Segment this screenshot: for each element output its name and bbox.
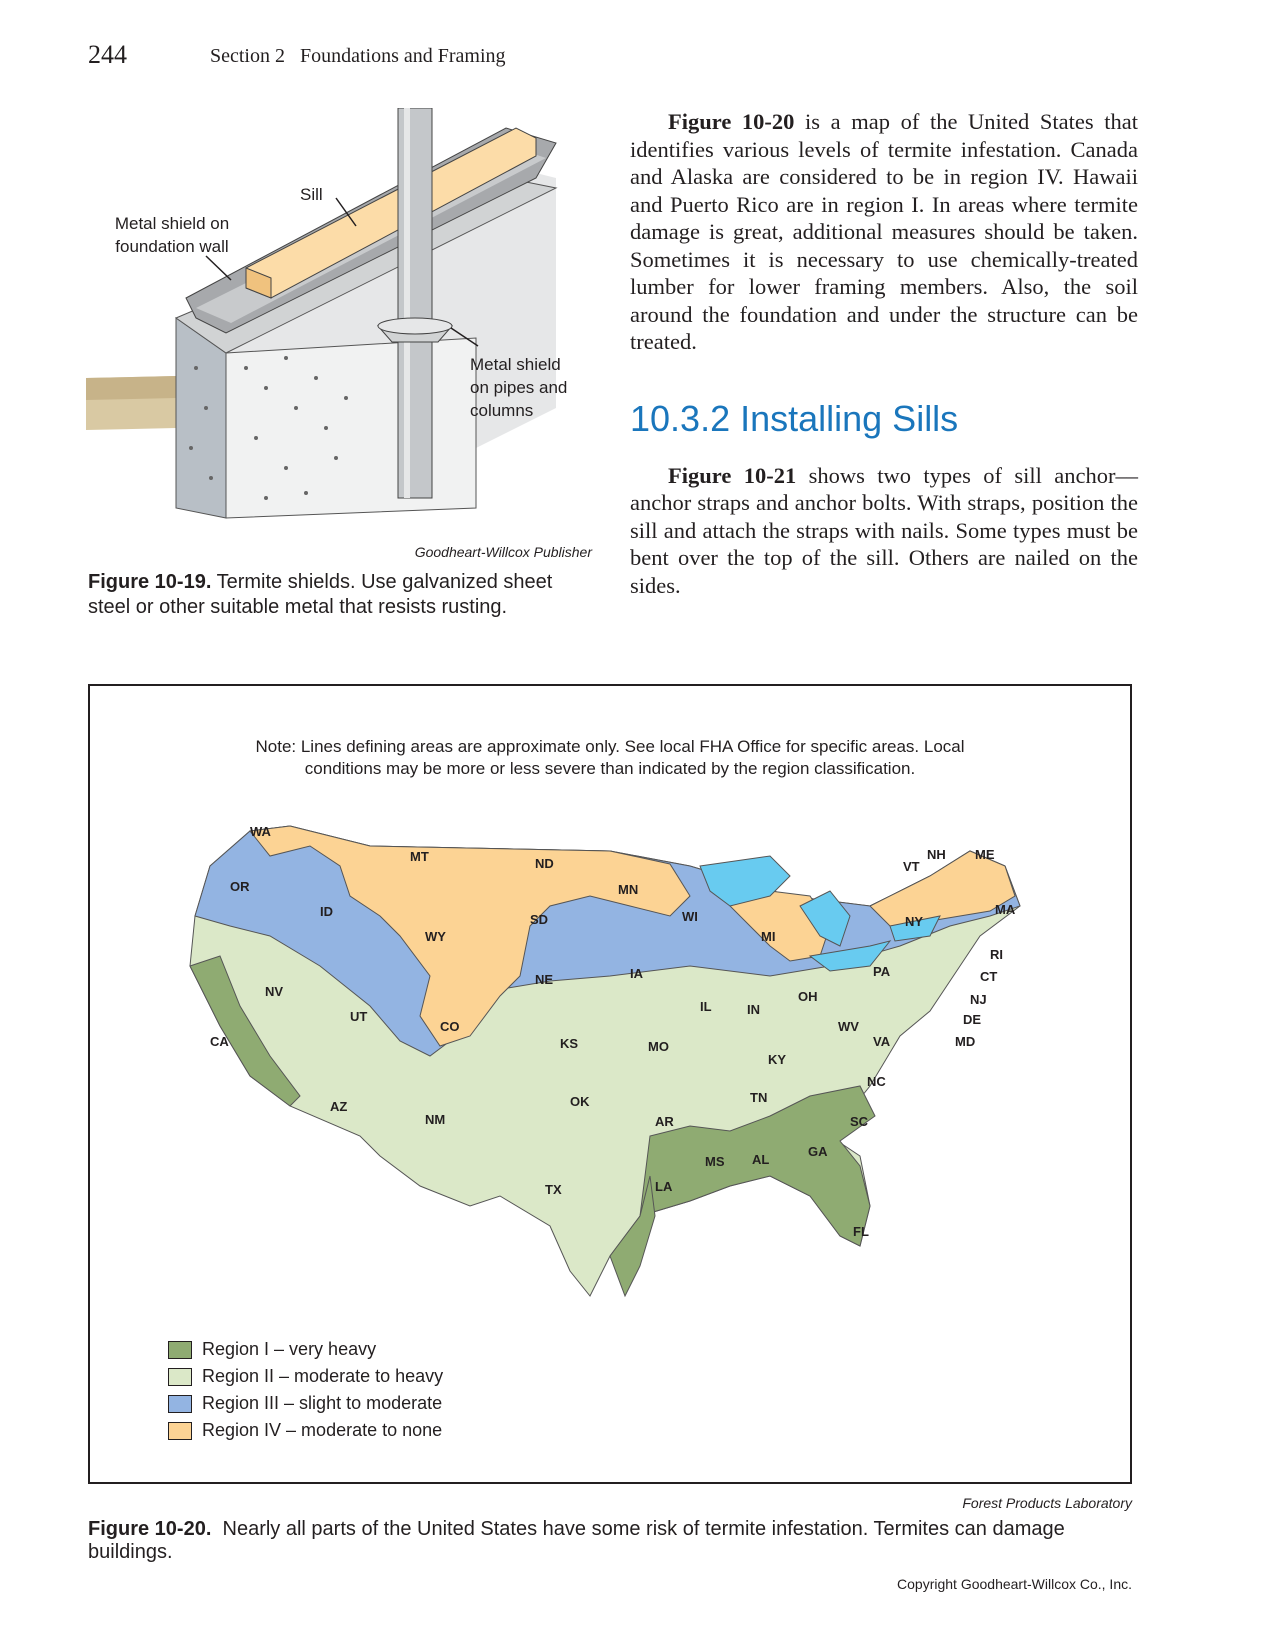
state-label-ky: KY xyxy=(768,1052,787,1067)
state-label-tn: TN xyxy=(750,1090,768,1105)
state-label-wv: WV xyxy=(838,1019,859,1034)
state-label-wi: WI xyxy=(682,909,698,924)
state-label-me: ME xyxy=(975,847,995,862)
figure-10-20-credit: Forest Products Laboratory xyxy=(962,1495,1132,1511)
state-label-la: LA xyxy=(655,1179,673,1194)
state-label-co: CO xyxy=(440,1019,460,1034)
state-label-wy: WY xyxy=(425,929,446,944)
paragraph-text: shows two types of sill anchor––anchor straps and anchor bolts. With straps, position the sill and attach the straps with nails. Some types must be bent over the top of the sill. Others are nailed on the sides. xyxy=(630,462,1138,598)
state-label-tx: TX xyxy=(545,1182,562,1197)
callout-sill: Sill xyxy=(300,185,323,204)
state-label-ct: CT xyxy=(980,969,998,984)
state-label-ok: OK xyxy=(570,1094,590,1109)
state-label-ar: AR xyxy=(655,1114,674,1129)
state-label-ia: IA xyxy=(630,966,643,981)
figure-ref: Figure 10-21 xyxy=(668,462,797,488)
state-label-ma: MA xyxy=(995,902,1016,917)
legend-label: Region IV – moderate to none xyxy=(202,1420,443,1440)
figure-10-19-caption xyxy=(88,570,594,620)
callout-metal-shield-foundation: Metal shield on foundation wall xyxy=(114,214,230,256)
state-label-or: OR xyxy=(230,879,250,894)
figure-10-20-caption xyxy=(88,1518,1138,1564)
map-note-line: conditions may be more or less severe than indicated by the region classification. xyxy=(304,759,916,778)
body-text-column xyxy=(630,108,1138,599)
state-label-nm: NM xyxy=(425,1112,446,1127)
state-label-fl: FL xyxy=(853,1224,869,1239)
copyright: Copyright Goodheart-Willcox Co., Inc. xyxy=(897,1576,1132,1592)
legend-item xyxy=(168,1417,443,1444)
state-label-de: DE xyxy=(963,1012,982,1027)
state-label-id: ID xyxy=(320,904,333,919)
state-label-mt: MT xyxy=(410,849,429,864)
figure-10-19-credit: Goodheart-Willcox Publisher xyxy=(414,544,592,560)
paragraph-figure-10-20 xyxy=(630,108,1138,356)
legend-item xyxy=(168,1390,443,1417)
legend-label: Region III – slight to moderate xyxy=(202,1393,443,1413)
state-label-ca: CA xyxy=(210,1034,229,1049)
state-label-vt: VT xyxy=(903,859,920,874)
state-label-oh: OH xyxy=(798,989,818,1004)
state-label-mi: MI xyxy=(761,929,776,944)
legend-label: Region II – moderate to heavy xyxy=(202,1366,444,1386)
state-label-nj: NJ xyxy=(970,992,987,1007)
state-label-ms: MS xyxy=(705,1154,725,1169)
legend-swatch xyxy=(168,1395,192,1413)
state-label-mn: MN xyxy=(618,882,639,897)
callout-metal-shield-pipes: Metal shield on pipes and columns xyxy=(470,355,568,420)
caption-label: Figure 10-19. xyxy=(88,571,212,593)
state-label-nh: NH xyxy=(927,847,946,862)
paragraph-figure-10-21 xyxy=(630,462,1138,600)
caption-label: Figure 10-20. xyxy=(88,1518,212,1540)
caption-text: Nearly all parts of the United States have some risk of termite infestation. Termites can damage buildings. xyxy=(88,1518,1071,1563)
state-label-nd: ND xyxy=(535,856,554,871)
legend-item xyxy=(168,1336,443,1363)
legend-item xyxy=(168,1363,443,1390)
legend-swatch xyxy=(168,1422,192,1440)
state-label-ne: NE xyxy=(535,972,554,987)
state-label-sd: SD xyxy=(530,912,549,927)
state-label-va: VA xyxy=(873,1034,891,1049)
state-label-sc: SC xyxy=(850,1114,869,1129)
map-note xyxy=(90,736,1130,780)
state-label-pa: PA xyxy=(873,964,891,979)
map-legend xyxy=(168,1336,443,1444)
termite-region-map xyxy=(170,796,1050,1336)
figure-ref: Figure 10-20 xyxy=(668,109,795,134)
state-label-ks: KS xyxy=(560,1036,579,1051)
running-head: Section 2 Foundations and Framing xyxy=(210,45,506,67)
state-label-ri: RI xyxy=(990,947,1003,962)
state-label-nv: NV xyxy=(265,984,284,999)
state-label-az: AZ xyxy=(330,1099,348,1114)
section-heading: 10.3.2 Installing Sills xyxy=(630,397,959,439)
state-label-ga: GA xyxy=(808,1144,828,1159)
page-number: 244 xyxy=(88,40,127,69)
state-label-ny: NY xyxy=(905,914,924,929)
map-note-line: Note: Lines defining areas are approximate only. See local FHA Office for specific areas. Local xyxy=(255,737,965,756)
state-label-ut: UT xyxy=(350,1009,368,1024)
state-label-il: IL xyxy=(700,999,712,1014)
termite-shield-illustration xyxy=(86,108,596,538)
caption-text: Termite shields. Use galvanized sheet steel or other suitable metal that resists rusting. xyxy=(88,571,553,618)
state-label-md: MD xyxy=(955,1034,976,1049)
legend-swatch xyxy=(168,1368,192,1386)
state-label-mo: MO xyxy=(648,1039,669,1054)
legend-label: Region I – very heavy xyxy=(202,1339,377,1359)
state-label-in: IN xyxy=(747,1002,760,1017)
figure-10-20-frame xyxy=(88,684,1132,1484)
state-label-al: AL xyxy=(752,1152,770,1167)
paragraph-text: is a map of the United States that identifies various levels of termite infestation. Canada and Alaska are considered to be in region IV. Hawaii and Puerto Rico are in region I. In areas where termite damage is great, additional measures should be taken. Sometimes it is necessary to use chemically-treated lumber for lower framing members. Also, the soil around the foundation and under the structure can be treated. xyxy=(630,109,1138,354)
legend-swatch xyxy=(168,1341,192,1359)
state-label-wa: WA xyxy=(250,824,271,839)
state-label-nc: NC xyxy=(867,1074,886,1089)
